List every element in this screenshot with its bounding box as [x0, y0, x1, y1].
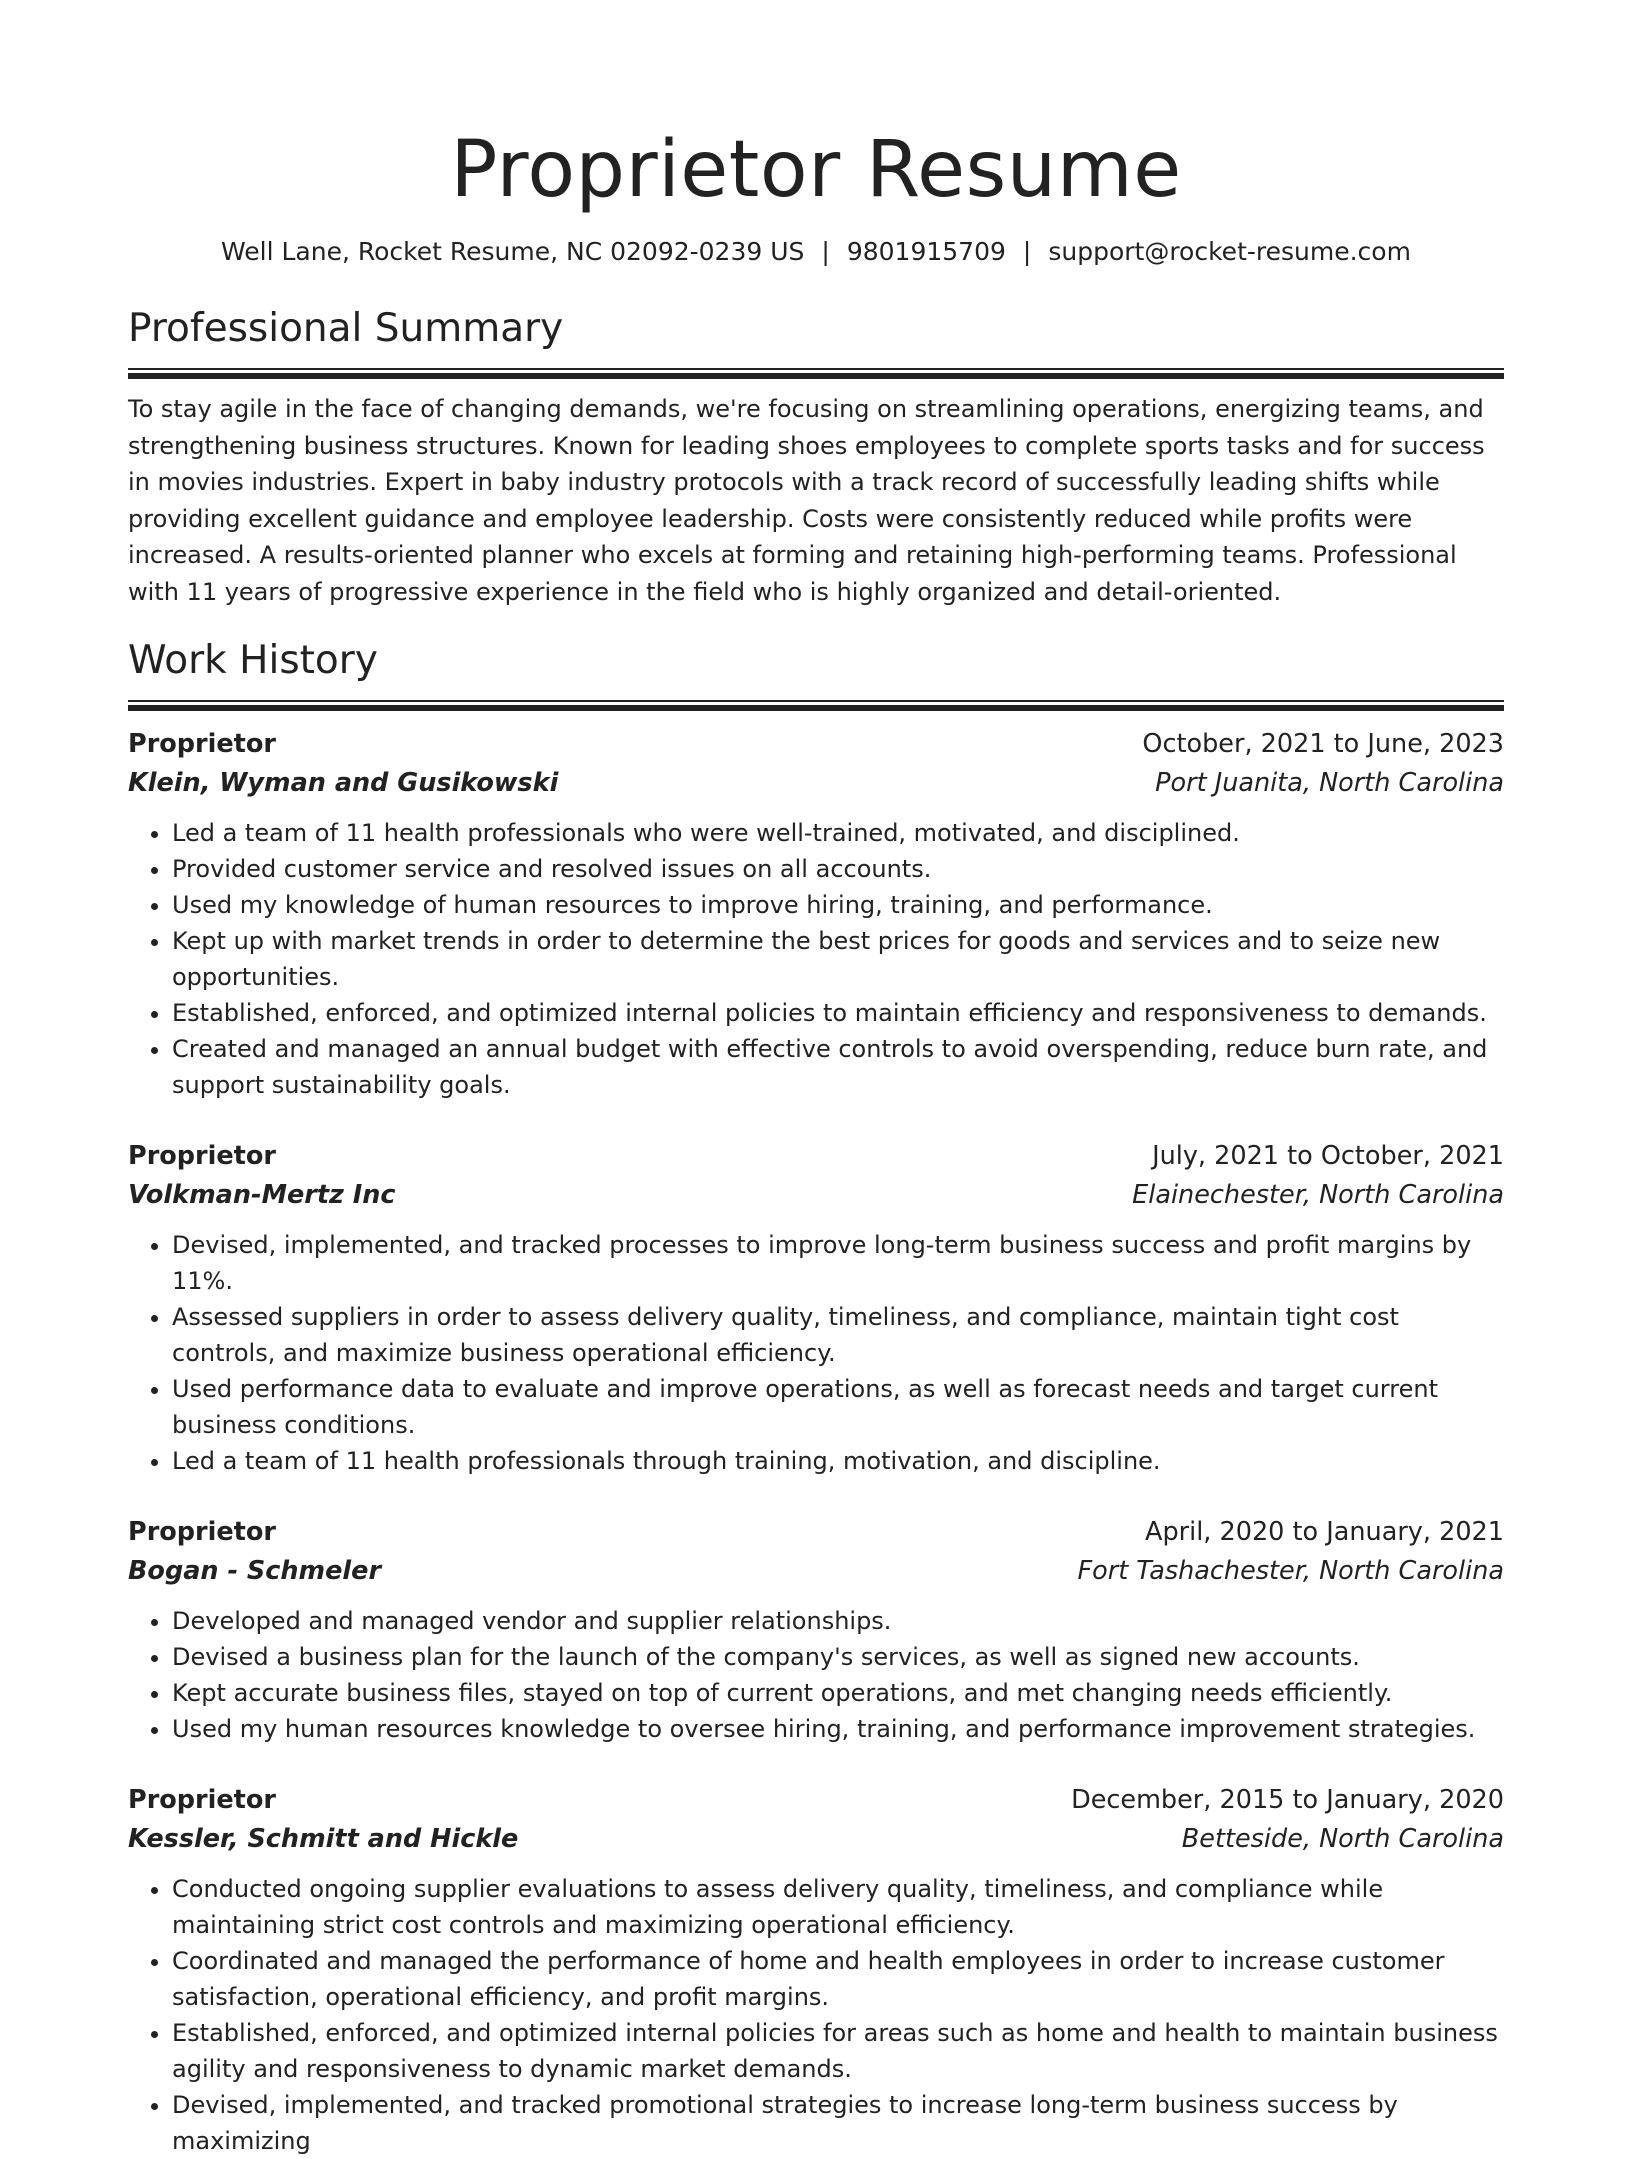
job-location: Elainechester, North Carolina: [1132, 1180, 1504, 1210]
job-header-row: [128, 1781, 1504, 1820]
job-company-row: [128, 764, 1504, 803]
job-entry: [128, 725, 1504, 1103]
resume-page: [128, 0, 1504, 2159]
job-company: Kessler, Schmitt and Hickle: [128, 1824, 519, 1854]
job-dates: July, 2021 to October, 2021: [1152, 1141, 1504, 1171]
job-location: Fort Tashachester, North Carolina: [1077, 1556, 1504, 1586]
job-entry: [128, 1513, 1504, 1747]
job-company-row: [128, 1552, 1504, 1591]
job-duties-list: [128, 1871, 1504, 2159]
job-entry: [128, 1137, 1504, 1479]
list-item: • Provided customer service and resolved issues on all accounts.: [172, 851, 1504, 887]
job-title: Proprietor: [128, 1517, 276, 1547]
job-header-row: [128, 1513, 1504, 1552]
job-company: Volkman-Mertz Inc: [128, 1180, 396, 1210]
summary-text: To stay agile in the face of changing demands, we're focusing on streamlining operations, energizing teams, and strengthening business structures. Known for leading shoes employees to complete sports tasks and for success in movies industries. Expert in baby industry protocols with a track record of successfully leading shifts while providing excellent guidance and employee leadership. Costs were consistently reduced while profits were increased. A results-oriented planner who excels at forming and retaining high-performing teams. Professional with 11 years of progressive experience in the field who is highly organized and detail-oriented.: [128, 395, 1485, 606]
contact-line: [128, 236, 1504, 268]
contact-email: support@rocket-resume.com: [1048, 237, 1411, 266]
job-location: Port Juanita, North Carolina: [1155, 768, 1504, 798]
job-location: Betteside, North Carolina: [1181, 1824, 1504, 1854]
job-header-row: [128, 1137, 1504, 1176]
section-divider: [128, 700, 1504, 711]
job-title: Proprietor: [128, 729, 276, 759]
list-item: • Created and managed an annual budget with effective controls to avoid overspending, reduce burn rate, and support sustainability goals.: [172, 1031, 1504, 1103]
list-item: • Developed and managed vendor and supplier relationships.: [172, 1603, 1504, 1639]
job-company-row: [128, 1176, 1504, 1215]
job-company: Bogan - Schmeler: [128, 1556, 382, 1586]
list-item: • Established, enforced, and optimized internal policies to maintain efficiency and responsiveness to demands.: [172, 995, 1504, 1031]
section-heading-summary: Professional Summary: [128, 306, 564, 351]
list-item: • Used my human resources knowledge to oversee hiring, training, and performance improvement strategies.: [172, 1711, 1504, 1747]
list-item: • Conducted ongoing supplier evaluations to assess delivery quality, timeliness, and compliance while maintaining strict cost controls and maximizing operational efficiency.: [172, 1871, 1504, 1943]
list-item: • Kept up with market trends in order to determine the best prices for goods and services and to seize new opportunities.: [172, 923, 1504, 995]
job-dates: April, 2020 to January, 2021: [1145, 1517, 1504, 1547]
job-title: Proprietor: [128, 1141, 276, 1171]
contact-separator: |: [1022, 237, 1032, 266]
list-item: • Assessed suppliers in order to assess delivery quality, timeliness, and compliance, maintain tight cost controls, and maximize business operational efficiency.: [172, 1299, 1504, 1371]
section-heading-work-history: Work History: [128, 638, 378, 683]
job-duties-list: [128, 1227, 1504, 1479]
job-duties-list: [128, 815, 1504, 1103]
job-dates: December, 2015 to January, 2020: [1071, 1785, 1504, 1815]
work-history-section: [128, 637, 1504, 2159]
list-item: • Devised, implemented, and tracked promotional strategies to increase long-term business success by maximizing: [172, 2087, 1504, 2159]
list-item: • Used performance data to evaluate and improve operations, as well as forecast needs and target current business conditions.: [172, 1371, 1504, 1443]
list-item: • Coordinated and managed the performance of home and health employees in order to increase customer satisfaction, operational efficiency, and profit margins.: [172, 1943, 1504, 2015]
contact-phone: 9801915709: [846, 237, 1006, 266]
job-duties-list: [128, 1603, 1504, 1747]
list-item: • Devised, implemented, and tracked processes to improve long-term business success and profit margins by 11%.: [172, 1227, 1504, 1299]
job-list: [128, 725, 1504, 2159]
list-item: • Devised a business plan for the launch of the company's services, as well as signed new accounts.: [172, 1639, 1504, 1675]
list-item: • Established, enforced, and optimized internal policies for areas such as home and health to maintain business agility and responsiveness to dynamic market demands.: [172, 2015, 1504, 2087]
list-item: • Led a team of 11 health professionals through training, motivation, and discipline.: [172, 1443, 1504, 1479]
resume-title: Proprietor Resume: [450, 125, 1182, 215]
professional-summary-section: [128, 305, 1504, 610]
job-company: Klein, Wyman and Gusikowski: [128, 768, 559, 798]
job-dates: October, 2021 to June, 2023: [1142, 729, 1504, 759]
job-header-row: [128, 725, 1504, 764]
list-item: • Led a team of 11 health professionals who were well-trained, motivated, and disciplined.: [172, 815, 1504, 851]
list-item: • Used my knowledge of human resources to improve hiring, training, and performance.: [172, 887, 1504, 923]
job-company-row: [128, 1820, 1504, 1859]
job-title: Proprietor: [128, 1785, 276, 1815]
job-entry: [128, 1781, 1504, 2159]
contact-separator: |: [821, 237, 830, 266]
contact-address: Well Lane, Rocket Resume, NC 02092-0239 US: [221, 237, 805, 266]
section-divider: [128, 368, 1504, 379]
list-item: • Kept accurate business files, stayed on top of current operations, and met changing needs efficiently.: [172, 1675, 1504, 1711]
